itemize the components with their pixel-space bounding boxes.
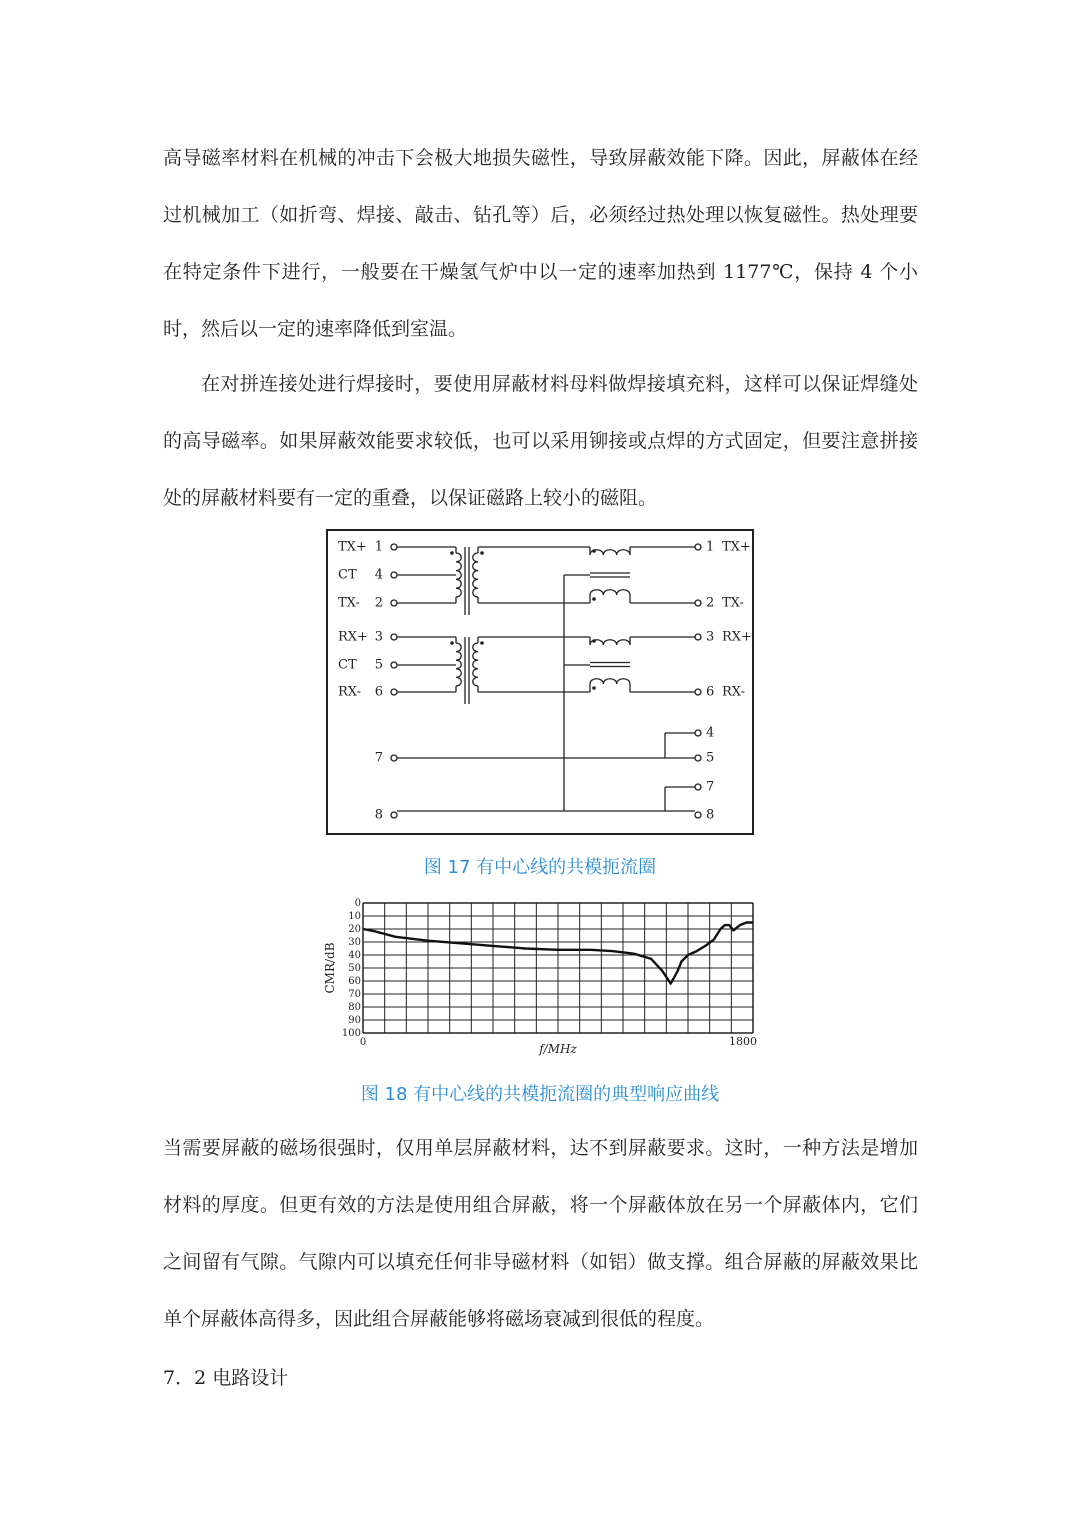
transformer-secondary-coil [473, 643, 478, 686]
left-pin-name: RX- [338, 684, 361, 700]
pin-terminal [695, 755, 701, 761]
pin-terminal [391, 812, 397, 818]
left-pin-number: 6 [374, 684, 383, 700]
y-tick-label: 20 [348, 924, 361, 935]
y-tick-label: 70 [348, 989, 361, 1000]
right-pin-number: 3 [706, 629, 715, 645]
choke-coil-bottom [590, 590, 630, 595]
left-pin-number: 5 [374, 657, 383, 673]
right-pin-number: 1 [706, 539, 715, 555]
left-pin-number: 4 [374, 567, 383, 583]
paragraph-3: 当需要屏蔽的磁场很强时，仅用单层屏蔽材料，达不到屏蔽要求。这时，一种方法是增加材料的厚度。但更有效的方法是使用组合屏蔽，将一个屏蔽体放在另一个屏蔽体内，它们之间留有气隙。气隙内可以填充任何非导磁材料（如铝）做支撑。组合屏蔽的屏蔽效果比单个屏蔽体高得多，因此组合屏蔽能够将磁场衰减到很低的程度。 [163, 1137, 918, 1330]
polarity-dot [480, 551, 484, 555]
figure-18-chart [318, 895, 758, 1060]
figure-17-schematic [326, 529, 754, 835]
paragraph-2: 在对拼连接处进行焊接时，要使用屏蔽材料母料做焊接填充料，这样可以保证焊缝处的高导磁率。如果屏蔽效能要求较低，也可以采用铆接或点焊的方式固定，但要注意拼接处的屏蔽材料要有一定的重叠，以保证磁路上较小的磁阻。 [163, 373, 918, 509]
pin-terminal [695, 544, 701, 550]
polarity-dot [592, 597, 596, 601]
y-tick-label: 50 [348, 963, 361, 974]
left-pin-name: TX- [338, 595, 360, 611]
y-tick-label: 100 [341, 1028, 361, 1039]
transformer-secondary-coil [473, 553, 478, 597]
section-heading: 7．2 电路设计 [163, 1367, 289, 1389]
y-tick-label: 40 [348, 950, 361, 961]
x-axis-label: f/MHz [539, 1042, 577, 1056]
pin-terminal [391, 600, 397, 606]
choke-coil-top [590, 550, 630, 555]
pin-terminal [695, 784, 701, 790]
polarity-dot [480, 641, 484, 645]
left-pin-name: CT [338, 567, 357, 583]
y-tick-label: 10 [348, 911, 361, 922]
right-pin-name: RX- [722, 684, 745, 700]
polarity-dot [450, 641, 454, 645]
polarity-dot [450, 551, 454, 555]
right-pin-number: 7 [706, 779, 715, 795]
y-tick-label: 60 [348, 976, 361, 987]
transformer-primary-coil [456, 643, 461, 686]
pin-terminal [695, 812, 701, 818]
pin-terminal [695, 689, 701, 695]
right-pin-number: 5 [706, 750, 715, 766]
right-pin-number: 6 [706, 684, 715, 700]
y-tick-label: 80 [348, 1002, 361, 1013]
y-axis-label: CMR/dB [323, 942, 337, 994]
y-tick-label: 30 [348, 937, 361, 948]
right-pin-name: TX+ [722, 539, 751, 555]
pin-terminal [391, 572, 397, 578]
chart-svg [318, 895, 758, 1060]
left-pin-name: RX+ [338, 629, 368, 645]
left-pin-name: CT [338, 657, 357, 673]
pin-terminal [391, 634, 397, 640]
schematic-svg [328, 531, 752, 833]
left-pin-number: 7 [374, 750, 383, 766]
left-pin-number: 2 [374, 595, 383, 611]
left-pin-number: 3 [374, 629, 383, 645]
choke-coil-top [590, 640, 630, 645]
right-pin-number: 4 [706, 725, 715, 741]
pin-terminal [695, 600, 701, 606]
right-pin-number: 8 [706, 807, 715, 823]
polarity-dot [592, 639, 596, 643]
x-tick-label: 1800 [729, 1035, 757, 1048]
pin-terminal [391, 662, 397, 668]
pin-terminal [695, 634, 701, 640]
left-pin-name: TX+ [338, 539, 367, 555]
right-pin-name: RX+ [722, 629, 752, 645]
right-pin-name: TX- [722, 595, 744, 611]
choke-coil-bottom [590, 679, 630, 684]
right-pin-number: 2 [706, 595, 715, 611]
polarity-dot [592, 686, 596, 690]
figure-18-caption: 图 18 有中心线的共模扼流圈的典型响应曲线 [360, 1084, 720, 1105]
pin-terminal [391, 544, 397, 550]
pin-terminal [695, 730, 701, 736]
transformer-primary-coil [456, 553, 461, 597]
left-pin-number: 1 [374, 539, 383, 555]
pin-terminal [391, 755, 397, 761]
y-tick-label: 90 [348, 1015, 361, 1026]
polarity-dot [592, 549, 596, 553]
y-tick-label: 0 [354, 898, 361, 909]
left-pin-number: 8 [374, 807, 383, 823]
paragraph-1: 高导磁率材料在机械的冲击下会极大地损失磁性，导致屏蔽效能下降。因此，屏蔽体在经过机械加工（如折弯、焊接、敲击、钻孔等）后，必须经过热处理以恢复磁性。热处理要在特定条件下进行，一般要在干燥氢气炉中以一定的速率加热到 1177℃，保持 4 个小时，然后以一定的速率降低到室温。 [163, 147, 918, 340]
x-tick-label: 0 [359, 1037, 367, 1048]
pin-terminal [391, 689, 397, 695]
figure-17-caption: 图 17 有中心线的共模扼流圈 [423, 857, 657, 878]
